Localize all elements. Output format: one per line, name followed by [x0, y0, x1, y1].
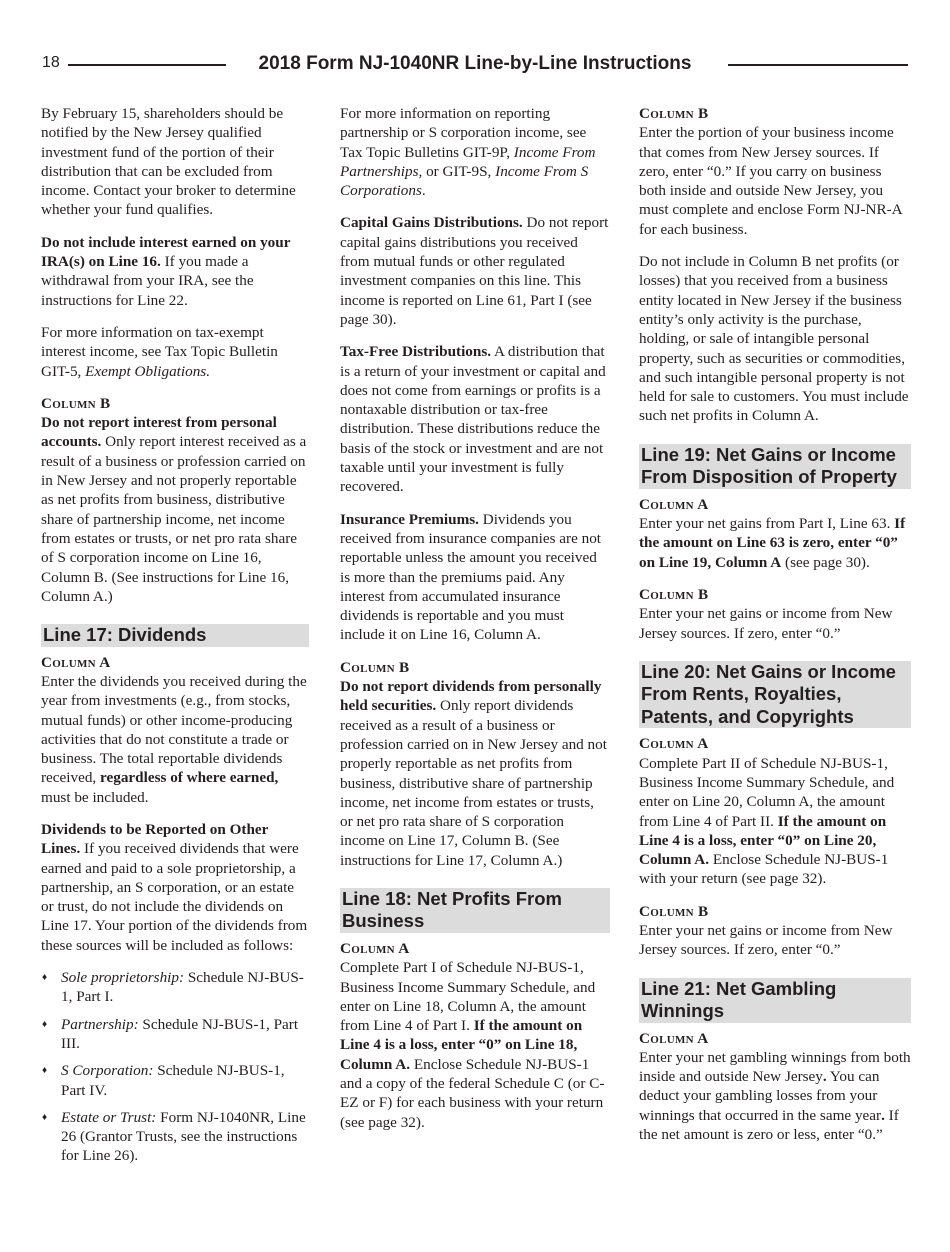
column-1 — [41, 104, 309, 1174]
intangible-property-paragraph: Do not include in Column B net profits (or losses) that you received from a business entity located in New Jersey if the business entity’s only activity is the purchase, holding, or sale of intangible personal property, such as securities or commodities, and such intangible personal property is not held for sale to customers. You must include such net profits in Column A. — [639, 253, 909, 425]
line17-column-a-heading: Column A — [41, 653, 111, 671]
line19-column-a-rest: (see page 30). — [781, 553, 870, 571]
tax-exempt-text: For more information on tax-exempt interest income, see Tax Topic Bulletin GIT-5, — [41, 323, 278, 380]
list-item — [41, 1061, 309, 1100]
header-rule-left — [68, 64, 226, 66]
line21-column-a-text-2: You can deduct your gambling losses from your winnings that occurred in the same year — [639, 1068, 882, 1124]
line17-column-b-paragraph — [340, 677, 610, 870]
line20-column-a-paragraph — [639, 754, 911, 889]
section-heading-line19: Line 19: Net Gains or Income From Disposition of Property — [639, 444, 911, 489]
section-heading-line18: Line 18: Net Profits From Business — [340, 888, 610, 933]
line19-column-b-heading: Column B — [639, 585, 709, 603]
diamond-bullet-icon: ♦ — [42, 1111, 48, 1123]
section-heading-line17: Line 17: Dividends — [41, 624, 309, 647]
list-item — [41, 1108, 309, 1166]
line21-column-a-dot-2: . — [881, 1106, 885, 1124]
line20-column-a-heading: Column A — [639, 735, 709, 753]
line19-column-b-paragraph: Enter your net gains or income from New Jersey sources. If zero, enter “0.” — [639, 605, 893, 642]
line17-column-a-bold: regardless of where earned, — [100, 769, 279, 787]
partnership-info-end: . — [421, 182, 426, 200]
line18-column-b-heading: Column B — [639, 105, 709, 122]
line18-column-b-paragraph: Enter the portion of your business income that comes from New Jersey sources. If zero, enter “0.” If you carry on business both inside and outside New Jersey, you must complete and enclose Form NJ-NR-A for each business. — [639, 124, 902, 238]
list-item-text: Schedule NJ-BUS-1, Part I. — [61, 969, 304, 1006]
line19-column-a-text: Enter your net gains from Part I, Line 63. — [639, 515, 895, 533]
line20-column-a-text: Complete Part II of Schedule NJ-BUS-1, Business Income Summary Schedule, and enter on Line 20, Column A, the amount from Line 4 of Part II. — [639, 754, 895, 830]
partnership-info-paragraph — [340, 104, 610, 200]
line18-column-a-text: Complete Part I of Schedule NJ-BUS-1, Business Income Summary Schedule, and enter on Line 18, Column A, the amount from Line 4 of Part I. — [340, 959, 596, 1035]
line18-column-a-bold: If the amount on Line 4 is a loss, enter “0” on Line 18, Column A. — [340, 1017, 583, 1073]
capital-gains-text: Do not report capital gains distributions you received from mutual funds or other regulated investment companies on this line. This income is reported on Line 61, Part I (see page 30). — [340, 214, 609, 328]
section-heading-line21: Line 21: Net Gambling Winnings — [639, 978, 911, 1023]
partnership-info-italic-1: Income From Partnerships, — [340, 143, 596, 180]
line21-column-a-text-1: Enter your net gambling winnings from both inside and outside New Jersey — [639, 1048, 911, 1086]
line19-column-a-paragraph — [639, 514, 911, 572]
line19-column-a-bold: If the amount on Line 63 is zero, enter “0” on Line 19, Column A — [639, 515, 906, 571]
diamond-bullet-icon: ♦ — [42, 1018, 48, 1030]
line17-column-a-paragraph — [41, 672, 309, 807]
section-heading-line20: Line 20: Net Gains or Income From Rents, Royalties, Patents, and Copyrights — [639, 661, 911, 729]
line16-column-b-text: Only report interest received as a result of a business or profession carried on in New Jersey and not properly reportable as net profits from business, distributive share of partnership income, net income from estates or trusts, or net pro rata share of S corporation income on Line 16, Column B. (See instructions for Line 16, Column A.) — [41, 433, 307, 605]
line20-column-b-heading: Column B — [639, 902, 709, 920]
page-title: 2018 Form NJ-1040NR Line-by-Line Instructions — [258, 53, 692, 74]
tax-free-text: A distribution that is a return of your investment or capital and does not come from earnings or profits is a nontaxable distribution or tax-free distribution. These distributions reduce the basis of the stock or investment and are not taxable until your investment is fully recovered. — [340, 343, 606, 496]
tax-exempt-italic: Exempt Obligations. — [85, 362, 211, 380]
list-item-term: Partnership: — [61, 1015, 139, 1033]
tax-exempt-paragraph — [41, 323, 309, 381]
line21-column-a-dot-1: . — [822, 1068, 827, 1086]
list-item-term: Sole proprietorship: — [61, 969, 185, 987]
page-number: 18 — [42, 54, 60, 71]
line17-column-b-bold: Do not report dividends from personally held securities. — [340, 678, 602, 715]
column-3 — [639, 104, 911, 1157]
partnership-info-mid: or GIT-9S, — [422, 162, 496, 180]
line20-column-b-paragraph: Enter your net gains or income from New Jersey sources. If zero, enter “0.” — [639, 922, 893, 959]
fund-notice-paragraph: By February 15, shareholders should be notified by the New Jersey qualified investment fund of the portion of their distribution that can be excluded from income. Contact your broker to determine whether your fund qualifies. — [41, 105, 296, 219]
insurance-premiums-paragraph — [340, 510, 610, 645]
line16-column-b-heading: Column B — [41, 394, 111, 412]
ira-bold: Do not include interest earned on your IRA(s) on Line 16. — [41, 233, 291, 271]
other-lines-text: If you received dividends that were earned and paid to a sole proprietorship, a partnership, an S corporation, or an estate or trust, do not include the dividends on Line 17. Your portion of the dividends from these sources will be included as follows: — [41, 840, 308, 954]
tax-free-paragraph — [340, 342, 610, 496]
list-item-text: Schedule NJ-BUS-1, Part IV. — [61, 1062, 285, 1099]
diamond-bullet-icon: ♦ — [42, 972, 48, 984]
line20-column-a-bold: If the amount on Line 4 is a loss, enter “0” on Line 20, Column A. — [639, 812, 887, 869]
header-rule-right — [728, 64, 908, 66]
other-lines-paragraph — [41, 820, 309, 955]
line17-column-b-heading: Column B — [340, 658, 410, 676]
line17-column-b-text: Only report dividends received as a result of a business or profession carried on in New Jersey and not properly reportable as net profits from business, distributive share of partnership income, net income from estates or trusts, or net pro rata share of S corporation income on Line 17, Column B. (See instructions for Line 17, Column A.) — [340, 697, 607, 869]
capital-gains-paragraph — [340, 213, 610, 329]
partnership-info-italic-2: Income From S Corporations — [340, 162, 589, 200]
line17-column-a-text: Enter the dividends you received during the year from investments (e.g., from stocks, mutual funds) or other income-producing activities that do not constitute a trade or business. The total reportable dividends received, — [41, 672, 307, 787]
ira-text: If you made a withdrawal from your IRA, see the instructions for Line 22. — [41, 253, 254, 309]
line21-column-a-heading: Column A — [639, 1029, 709, 1047]
list-item — [41, 1015, 309, 1054]
partnership-info-text: For more information on reporting partnership or S corporation income, see Tax Topic Bulletins GIT-9P, — [340, 105, 587, 161]
line18-column-a-heading: Column A — [340, 939, 410, 957]
other-lines-bold: Dividends to be Reported on Other Lines. — [41, 821, 269, 858]
line18-column-a-paragraph — [340, 958, 610, 1132]
list-item-term: Estate or Trust: — [61, 1108, 157, 1126]
line21-column-a-text-3: If the net amount is zero or less, enter “0.” — [639, 1106, 899, 1144]
diamond-bullet-icon: ♦ — [42, 1065, 48, 1077]
list-item-text: Schedule NJ-BUS-1, Part III. — [61, 1015, 299, 1052]
line17-column-a-rest: must be included. — [41, 788, 149, 806]
line18-column-a-rest: Enclose Schedule NJ-BUS-1 and a copy of the federal Schedule C (or C-EZ or F) for each business with your return (see page 32). — [340, 1055, 605, 1131]
insurance-premiums-text: Dividends you received from insurance companies are not reportable unless the amount you received is more than the premiums paid. Any interest from accumulated insurance dividends is reportable and you must include it on Line 16, Column A. — [340, 510, 602, 644]
line16-column-b-bold: Do not report interest from personal accounts. — [41, 414, 277, 451]
list-item-text: Form NJ-1040NR, Line 26 (Grantor Trusts, see the instructions for Line 26). — [61, 1108, 306, 1165]
line21-column-a-paragraph — [639, 1048, 911, 1144]
line16-column-b-paragraph — [41, 413, 309, 606]
page-header — [0, 52, 950, 82]
line19-column-a-heading: Column A — [639, 495, 709, 513]
list-item — [41, 968, 309, 1007]
list-item-term: S Corporation: — [61, 1062, 154, 1080]
tax-free-bold: Tax-Free Distributions. — [340, 343, 492, 361]
capital-gains-bold: Capital Gains Distributions. — [340, 214, 523, 232]
insurance-premiums-bold: Insurance Premiums. — [340, 510, 479, 528]
line20-column-a-rest: Enclose Schedule NJ-BUS-1 with your return (see page 32). — [639, 851, 889, 888]
ira-paragraph — [41, 233, 309, 310]
dividend-sources-list — [41, 968, 309, 1166]
column-2 — [340, 104, 610, 1145]
